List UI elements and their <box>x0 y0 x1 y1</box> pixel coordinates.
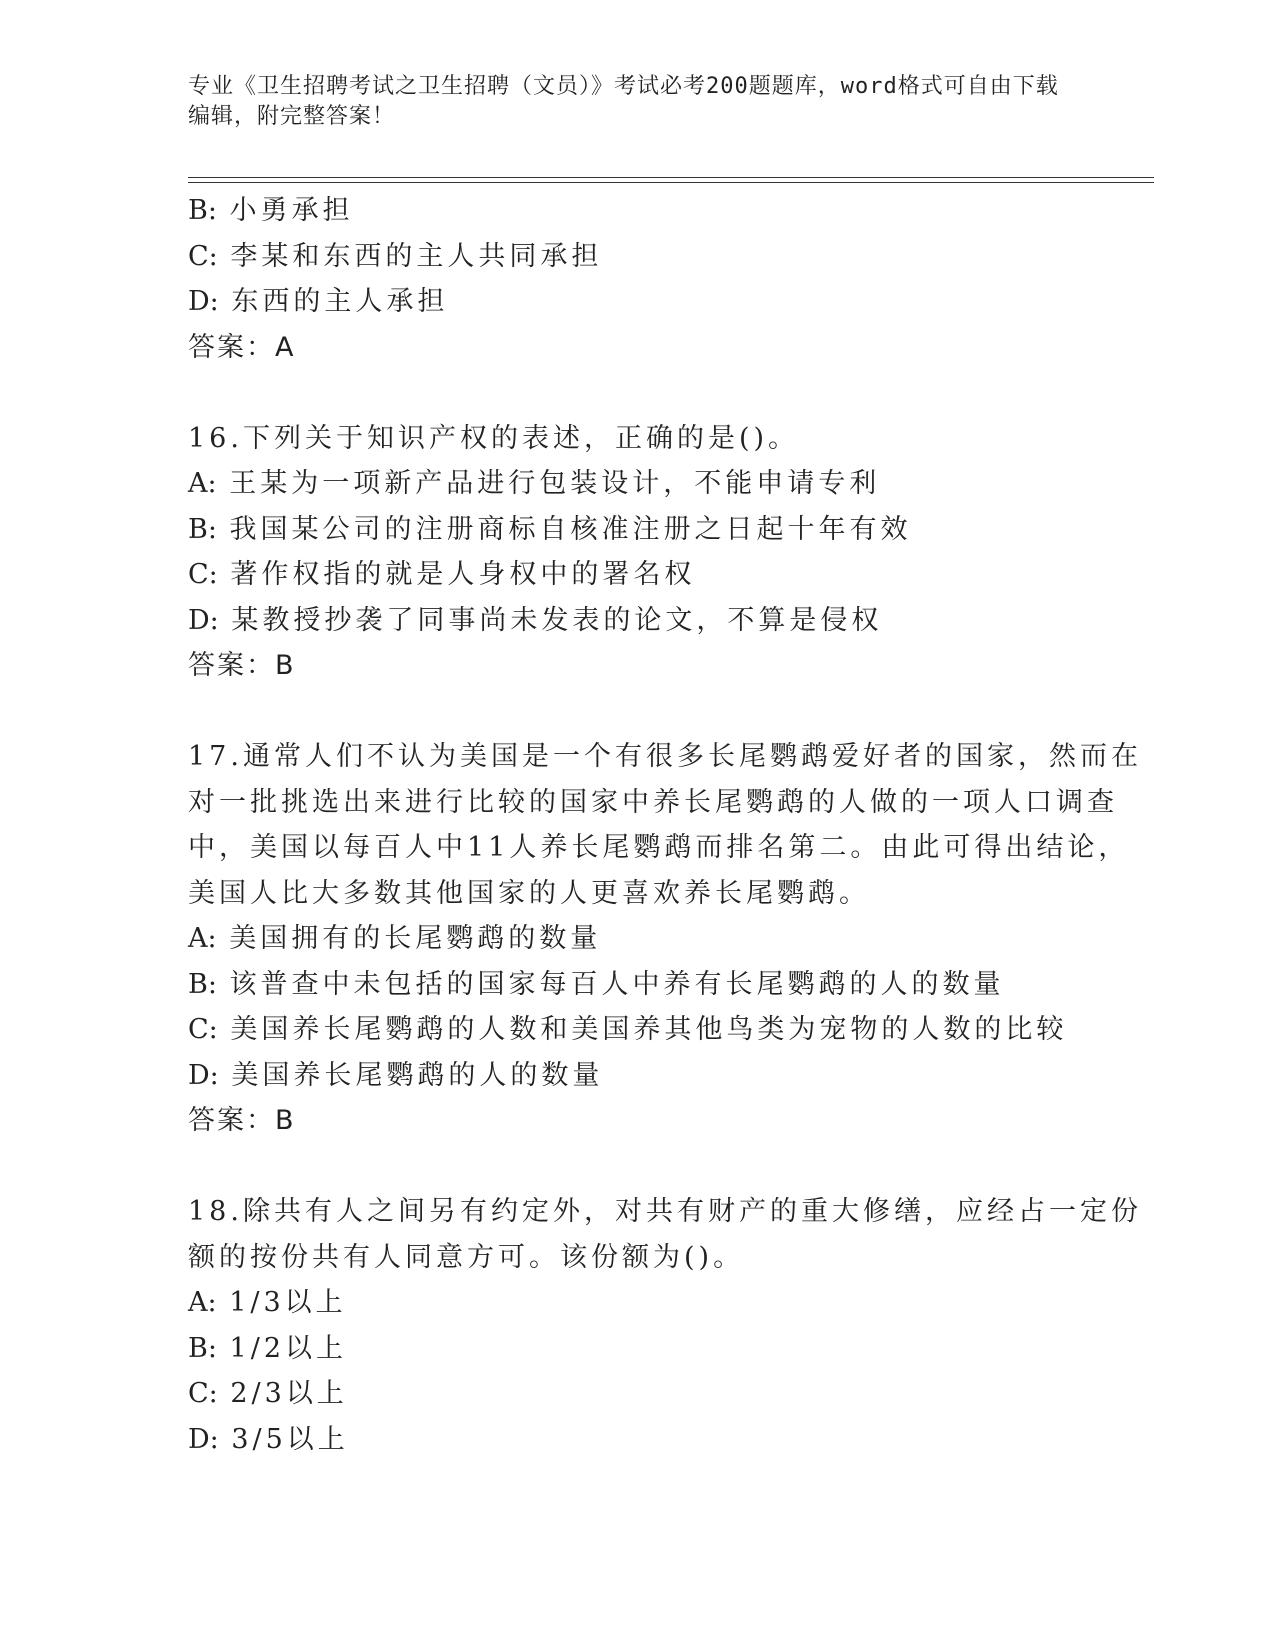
option-c: C: 李某和东西的主人共同承担 <box>188 240 603 272</box>
option-b: B: 该普查中未包括的国家每百人中养有长尾鹦鹉的人的数量 <box>188 968 1005 1000</box>
question-text-line: 对一批挑选出来进行比较的国家中养长尾鹦鹉的人做的一项人口调查 <box>188 786 1118 818</box>
option-b: B: 1/2以上 <box>188 1332 347 1364</box>
option-a: A: 美国拥有的长尾鹦鹉的数量 <box>188 923 602 954</box>
option-d: D: 某教授抄袭了同事尚未发表的论文，不算是侵权 <box>188 604 883 636</box>
spacer <box>188 689 1088 734</box>
spacer <box>188 371 1088 416</box>
option-c: C: 美国养长尾鹦鹉的人数和美国养其他鸟类为宠物的人数的比较 <box>188 1014 1068 1045</box>
answer-value: B <box>275 650 296 681</box>
option-c: C: 2/3以上 <box>188 1378 348 1409</box>
question-16 <box>188 416 1088 690</box>
question-text: 16.下列关于知识产权的表述，正确的是()。 <box>188 422 800 454</box>
header-rule-bottom <box>188 182 1154 183</box>
header-note: 专业《卫生招聘考试之卫生招聘（文员）》考试必考200题题库，word格式可自由下载编辑，附完整答案！ <box>188 74 1059 129</box>
question-18 <box>188 1189 1142 1462</box>
answer-value: A <box>275 331 296 363</box>
option-b: B: 小勇承担 <box>188 195 354 226</box>
answer-line: 答案：A <box>188 331 296 363</box>
question-text-line: 18.除共有人之间另有约定外，对共有财产的重大修缮，应经占一定份 <box>188 1196 1142 1227</box>
answer-line: 答案：B <box>188 650 296 681</box>
option-a: A: 王某为一项新产品进行包装设计，不能申请专利 <box>188 468 881 499</box>
option-b: B: 我国某公司的注册商标自核准注册之日起十年有效 <box>188 513 912 545</box>
option-c: C: 著作权指的就是人身权中的署名权 <box>188 559 696 590</box>
question-text-line: 美国人比大多数其他国家的人更喜欢养长尾鹦鹉。 <box>188 877 870 909</box>
question-text-line: 额的按份共有人同意方可。该份额为()。 <box>188 1241 745 1273</box>
option-a: A: 1/3以上 <box>188 1287 347 1318</box>
question-17 <box>188 734 1142 1144</box>
answer-value: B <box>275 1105 296 1136</box>
option-d: D: 美国养长尾鹦鹉的人的数量 <box>188 1059 604 1091</box>
question-text-line: 17.通常人们不认为美国是一个有很多长尾鹦鹉爱好者的国家，然而在 <box>188 741 1142 772</box>
prev-question <box>188 188 1088 371</box>
option-d: D: 3/5以上 <box>188 1423 349 1455</box>
header-rule-top <box>188 177 1154 178</box>
option-d: D: 东西的主人承担 <box>188 286 449 317</box>
question-text-line: 中，美国以每百人中11人养长尾鹦鹉而排名第二。由此可得出结论， <box>188 832 1130 863</box>
spacer <box>188 1144 1088 1189</box>
answer-line: 答案：B <box>188 1105 296 1136</box>
question-list <box>188 188 1142 1462</box>
